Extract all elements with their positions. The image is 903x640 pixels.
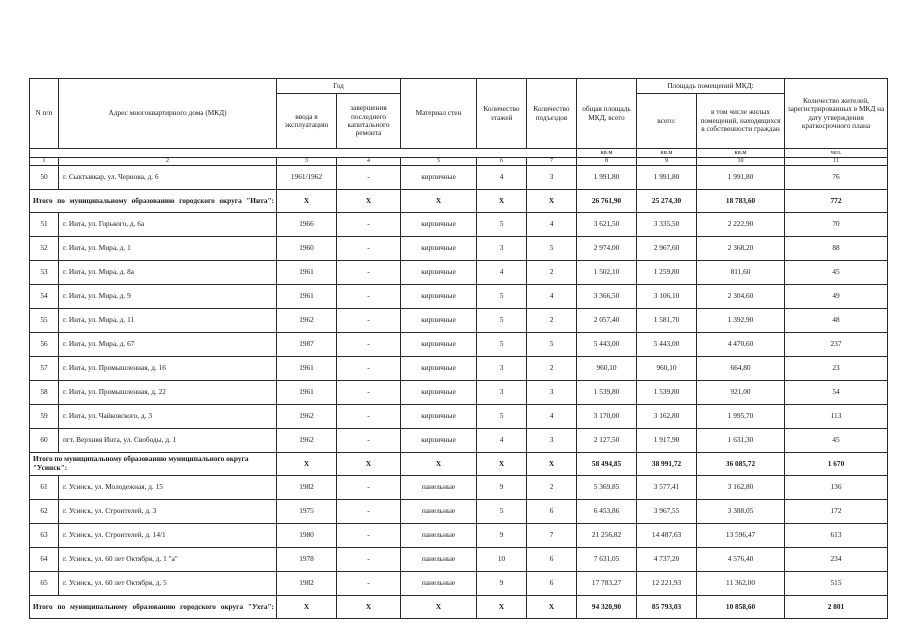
cell-num: 58 <box>30 381 59 405</box>
header-area-group: Площадь помещений МКД: <box>637 79 785 94</box>
cell-year: 1961 <box>277 261 337 285</box>
header-floors: Количество этажей <box>477 79 527 149</box>
table-row <box>30 524 888 548</box>
header-entrances: Количество подъездов <box>527 79 577 149</box>
cell-year: 1966 <box>277 213 337 237</box>
cell-area-total: 5 369,85 <box>577 476 637 500</box>
cell-area-total: 2 057,40 <box>577 309 637 333</box>
cell-address: г. Инта, ул. Мира, д. 9 <box>59 285 277 309</box>
cell-repair: X <box>337 453 401 476</box>
cell-num: 53 <box>30 261 59 285</box>
header-num: N п/п <box>30 79 59 149</box>
cell-year: 1982 <box>277 476 337 500</box>
cell-address: г. Инта, ул. Горького, д. 6а <box>59 213 277 237</box>
cell-year: 1987 <box>277 333 337 357</box>
cell-address: г. Инта, ул. Мира, д. 67 <box>59 333 277 357</box>
header-unit-area-total: кв.м <box>577 149 637 158</box>
cell-area-private: 10 858,60 <box>697 596 785 619</box>
cell-area-private: 3 388,05 <box>697 500 785 524</box>
header-area-private: в том числе жилых помещений, находящихся в собственности граждан <box>697 94 785 149</box>
cell-area-living: 3 967,55 <box>637 500 697 524</box>
cell-floors: 5 <box>477 405 527 429</box>
cell-area-total: 1 502,10 <box>577 261 637 285</box>
cell-area-total: 3 621,50 <box>577 213 637 237</box>
cell-num: 51 <box>30 213 59 237</box>
cell-residents: 48 <box>785 309 888 333</box>
cell-material: X <box>401 453 477 476</box>
table-row <box>30 476 888 500</box>
table-row <box>30 572 888 596</box>
cell-year: 1975 <box>277 500 337 524</box>
cell-entrances: 6 <box>527 548 577 572</box>
table-row <box>30 309 888 333</box>
cell-area-private: 3 162,80 <box>697 476 785 500</box>
cell-residents: 70 <box>785 213 888 237</box>
table-row <box>30 261 888 285</box>
cell-repair: - <box>337 548 401 572</box>
column-number: 9 <box>637 158 697 166</box>
cell-floors: X <box>477 453 527 476</box>
cell-residents: 45 <box>785 429 888 453</box>
cell-residents: 1 670 <box>785 453 888 476</box>
cell-year: 1961 <box>277 381 337 405</box>
cell-year: 1982 <box>277 572 337 596</box>
cell-floors: 9 <box>477 572 527 596</box>
cell-residents: 136 <box>785 476 888 500</box>
cell-area-living: 12 221,93 <box>637 572 697 596</box>
cell-repair: X <box>337 190 401 213</box>
cell-entrances: 5 <box>527 237 577 261</box>
cell-address: г. Усинск, ул. 60 лет Октября, д. 5 <box>59 572 277 596</box>
column-number: 6 <box>477 158 527 166</box>
table-row <box>30 357 888 381</box>
cell-repair: - <box>337 524 401 548</box>
cell-material: кирпичные <box>401 405 477 429</box>
cell-material: панельные <box>401 524 477 548</box>
cell-area-total: 3 366,50 <box>577 285 637 309</box>
cell-entrances: 2 <box>527 309 577 333</box>
cell-residents: 23 <box>785 357 888 381</box>
cell-year: 1961/1962 <box>277 166 337 190</box>
cell-repair: - <box>337 500 401 524</box>
cell-address: г. Инта, ул. Промышленная, д. 22 <box>59 381 277 405</box>
cell-material: панельные <box>401 500 477 524</box>
cell-floors: 5 <box>477 333 527 357</box>
cell-num: 52 <box>30 237 59 261</box>
cell-material: кирпичные <box>401 333 477 357</box>
cell-residents: 172 <box>785 500 888 524</box>
cell-num: 60 <box>30 429 59 453</box>
cell-repair: - <box>337 405 401 429</box>
column-number: 3 <box>277 158 337 166</box>
cell-residents: 49 <box>785 285 888 309</box>
cell-address: г. Инта, ул. Промышленная, д. 16 <box>59 357 277 381</box>
cell-entrances: 3 <box>527 166 577 190</box>
cell-material: кирпичные <box>401 213 477 237</box>
cell-entrances: X <box>527 596 577 619</box>
total-row <box>30 596 888 619</box>
cell-year: X <box>277 596 337 619</box>
cell-year: 1961 <box>277 357 337 381</box>
cell-area-total: 3 170,00 <box>577 405 637 429</box>
cell-entrances: 4 <box>527 285 577 309</box>
table-row <box>30 285 888 309</box>
total-label: Итого по муниципальному образованию муниципального округа "Усинск": <box>30 453 277 476</box>
cell-material: кирпичные <box>401 261 477 285</box>
cell-address: г. Усинск, ул. Строителей, д. 3 <box>59 500 277 524</box>
cell-repair: - <box>337 333 401 357</box>
cell-area-living: 1 259,80 <box>637 261 697 285</box>
header-area-total: общая площадь МКД, всего <box>577 79 637 149</box>
cell-address: г. Инта, ул. Мира, д. 11 <box>59 309 277 333</box>
cell-material: кирпичные <box>401 309 477 333</box>
table-row <box>30 237 888 261</box>
column-numbers-row <box>30 158 888 166</box>
cell-area-private: 11 362,00 <box>697 572 785 596</box>
cell-repair: - <box>337 213 401 237</box>
cell-num: 62 <box>30 500 59 524</box>
cell-area-total: 94 320,90 <box>577 596 637 619</box>
cell-area-living: 3 162,80 <box>637 405 697 429</box>
cell-repair: - <box>337 381 401 405</box>
cell-year: 1960 <box>277 237 337 261</box>
table-row <box>30 166 888 190</box>
cell-area-private: 811,60 <box>697 261 785 285</box>
cell-residents: 237 <box>785 333 888 357</box>
cell-address: г. Инта, ул. Мира, д. 8а <box>59 261 277 285</box>
header-year-commission: ввода в эксплуатацию <box>277 94 337 149</box>
column-number: 11 <box>785 158 888 166</box>
column-number: 7 <box>527 158 577 166</box>
cell-year: 1961 <box>277 285 337 309</box>
cell-residents: 613 <box>785 524 888 548</box>
cell-area-private: 664,80 <box>697 357 785 381</box>
cell-material: панельные <box>401 548 477 572</box>
cell-area-private: 1 631,30 <box>697 429 785 453</box>
cell-area-private: 2 304,60 <box>697 285 785 309</box>
cell-entrances: X <box>527 190 577 213</box>
header-unit-spacer <box>30 149 577 158</box>
cell-repair: - <box>337 261 401 285</box>
cell-material: панельные <box>401 476 477 500</box>
cell-material: кирпичные <box>401 166 477 190</box>
cell-area-living: 4 737,20 <box>637 548 697 572</box>
cell-entrances: 2 <box>527 357 577 381</box>
cell-area-private: 4 576,40 <box>697 548 785 572</box>
table-row <box>30 429 888 453</box>
cell-entrances: 2 <box>527 476 577 500</box>
cell-entrances: 4 <box>527 213 577 237</box>
cell-entrances: 3 <box>527 429 577 453</box>
cell-year: 1962 <box>277 309 337 333</box>
header-residents: Количество жителей, зарегистрированных в МКД на дату утверждения краткосрочного плана <box>785 79 888 149</box>
total-row <box>30 453 888 476</box>
cell-floors: 9 <box>477 476 527 500</box>
cell-num: 56 <box>30 333 59 357</box>
cell-floors: 4 <box>477 429 527 453</box>
cell-material: X <box>401 190 477 213</box>
cell-floors: X <box>477 190 527 213</box>
cell-material: кирпичные <box>401 285 477 309</box>
cell-floors: 3 <box>477 237 527 261</box>
total-label: Итого по муниципальному образованию городского округа "Ухта": <box>30 596 277 619</box>
table-row <box>30 405 888 429</box>
cell-floors: 5 <box>477 500 527 524</box>
cell-material: кирпичные <box>401 237 477 261</box>
cell-area-total: 2 974,00 <box>577 237 637 261</box>
cell-year: 1962 <box>277 405 337 429</box>
table-row <box>30 548 888 572</box>
table-row <box>30 213 888 237</box>
cell-area-living: 1 917,90 <box>637 429 697 453</box>
cell-floors: 5 <box>477 213 527 237</box>
cell-year: 1980 <box>277 524 337 548</box>
cell-area-total: 1 539,80 <box>577 381 637 405</box>
cell-entrances: 6 <box>527 572 577 596</box>
total-row <box>30 190 888 213</box>
header-wall-material: Материал стен <box>401 79 477 149</box>
cell-num: 63 <box>30 524 59 548</box>
cell-area-total: 5 443,00 <box>577 333 637 357</box>
header-unit-area-living: кв.м <box>637 149 697 158</box>
cell-floors: 3 <box>477 381 527 405</box>
column-number: 4 <box>337 158 401 166</box>
cell-area-living: 3 577,41 <box>637 476 697 500</box>
table-row <box>30 381 888 405</box>
cell-material: кирпичные <box>401 357 477 381</box>
cell-area-living: 3 335,50 <box>637 213 697 237</box>
cell-num: 57 <box>30 357 59 381</box>
cell-area-living: 1 539,80 <box>637 381 697 405</box>
table-row <box>30 500 888 524</box>
cell-residents: 515 <box>785 572 888 596</box>
cell-entrances: X <box>527 453 577 476</box>
table-body <box>30 166 888 619</box>
cell-area-private: 2 368,20 <box>697 237 785 261</box>
cell-residents: 76 <box>785 166 888 190</box>
cell-material: кирпичные <box>401 429 477 453</box>
cell-area-living: 25 274,30 <box>637 190 697 213</box>
cell-area-living: 14 487,63 <box>637 524 697 548</box>
cell-residents: 54 <box>785 381 888 405</box>
cell-area-living: 38 991,72 <box>637 453 697 476</box>
cell-entrances: 4 <box>527 405 577 429</box>
table-row <box>30 333 888 357</box>
cell-year: 1962 <box>277 429 337 453</box>
header-unit-area-private: кв.м <box>697 149 785 158</box>
cell-num: 65 <box>30 572 59 596</box>
cell-num: 64 <box>30 548 59 572</box>
cell-residents: 234 <box>785 548 888 572</box>
cell-area-private: 1 392,90 <box>697 309 785 333</box>
cell-area-total: 1 991,80 <box>577 166 637 190</box>
cell-residents: 113 <box>785 405 888 429</box>
cell-num: 59 <box>30 405 59 429</box>
cell-repair: - <box>337 237 401 261</box>
header-year-group: Год <box>277 79 401 94</box>
cell-floors: 10 <box>477 548 527 572</box>
cell-floors: 5 <box>477 309 527 333</box>
header-area-living: всего: <box>637 94 697 149</box>
cell-address: г. Усинск, ул. Молодежная, д. 15 <box>59 476 277 500</box>
cell-floors: 4 <box>477 166 527 190</box>
header-year-repair: завершения последнего капитального ремонта <box>337 94 401 149</box>
cell-repair: - <box>337 309 401 333</box>
cell-repair: - <box>337 285 401 309</box>
cell-floors: 4 <box>477 261 527 285</box>
cell-address: г. Инта, ул. Чайковского, д. 3 <box>59 405 277 429</box>
cell-address: г. Инта, ул. Мира, д. 1 <box>59 237 277 261</box>
cell-repair: X <box>337 596 401 619</box>
table-header <box>30 79 888 166</box>
mkd-table <box>29 78 888 619</box>
column-number: 5 <box>401 158 477 166</box>
cell-num: 55 <box>30 309 59 333</box>
cell-area-total: 6 453,86 <box>577 500 637 524</box>
cell-material: панельные <box>401 572 477 596</box>
cell-area-total: 17 783,27 <box>577 572 637 596</box>
cell-num: 50 <box>30 166 59 190</box>
header-unit-people: чел. <box>785 149 888 158</box>
cell-residents: 88 <box>785 237 888 261</box>
cell-entrances: 6 <box>527 500 577 524</box>
cell-residents: 45 <box>785 261 888 285</box>
cell-material: X <box>401 596 477 619</box>
cell-area-living: 5 443,00 <box>637 333 697 357</box>
cell-area-private: 921,00 <box>697 381 785 405</box>
cell-floors: 3 <box>477 357 527 381</box>
column-number: 10 <box>697 158 785 166</box>
cell-area-private: 18 783,60 <box>697 190 785 213</box>
cell-year: X <box>277 190 337 213</box>
cell-year: 1978 <box>277 548 337 572</box>
cell-entrances: 3 <box>527 381 577 405</box>
cell-address: г. Сыктывкар, ул. Чернова, д. 6 <box>59 166 277 190</box>
cell-floors: 5 <box>477 285 527 309</box>
cell-area-total: 21 256,82 <box>577 524 637 548</box>
cell-address: пгт. Верхняя Инта, ул. Свободы, д. 1 <box>59 429 277 453</box>
cell-floors: 9 <box>477 524 527 548</box>
cell-residents: 772 <box>785 190 888 213</box>
cell-floors: X <box>477 596 527 619</box>
cell-repair: - <box>337 429 401 453</box>
cell-area-total: 58 494,85 <box>577 453 637 476</box>
header-address: Адрес многоквартирного дома (МКД) <box>59 79 277 149</box>
column-number: 2 <box>59 158 277 166</box>
cell-entrances: 2 <box>527 261 577 285</box>
cell-area-living: 3 106,10 <box>637 285 697 309</box>
cell-repair: - <box>337 572 401 596</box>
cell-entrances: 7 <box>527 524 577 548</box>
cell-num: 61 <box>30 476 59 500</box>
cell-repair: - <box>337 476 401 500</box>
cell-entrances: 5 <box>527 333 577 357</box>
cell-area-private: 13 596,47 <box>697 524 785 548</box>
cell-area-living: 1 581,70 <box>637 309 697 333</box>
cell-num: 54 <box>30 285 59 309</box>
column-number: 8 <box>577 158 637 166</box>
cell-repair: - <box>337 166 401 190</box>
cell-area-total: 960,10 <box>577 357 637 381</box>
cell-area-total: 26 761,90 <box>577 190 637 213</box>
cell-area-living: 85 793,03 <box>637 596 697 619</box>
cell-year: X <box>277 453 337 476</box>
column-number: 1 <box>30 158 59 166</box>
cell-residents: 2 801 <box>785 596 888 619</box>
cell-area-private: 1 995,70 <box>697 405 785 429</box>
cell-area-private: 2 222,90 <box>697 213 785 237</box>
cell-material: кирпичные <box>401 381 477 405</box>
cell-area-living: 960,10 <box>637 357 697 381</box>
cell-address: г. Усинск, ул. 60 лет Октября, д. 1 "а" <box>59 548 277 572</box>
cell-area-private: 4 470,60 <box>697 333 785 357</box>
cell-area-private: 1 991,80 <box>697 166 785 190</box>
cell-repair: - <box>337 357 401 381</box>
cell-area-total: 7 631,05 <box>577 548 637 572</box>
cell-area-living: 2 967,60 <box>637 237 697 261</box>
cell-area-private: 36 085,72 <box>697 453 785 476</box>
total-label: Итого по муниципальному образованию городского округа "Инта": <box>30 190 277 213</box>
cell-area-living: 1 991,80 <box>637 166 697 190</box>
cell-area-total: 2 127,50 <box>577 429 637 453</box>
cell-address: г. Усинск, ул. Строителей, д. 14/1 <box>59 524 277 548</box>
